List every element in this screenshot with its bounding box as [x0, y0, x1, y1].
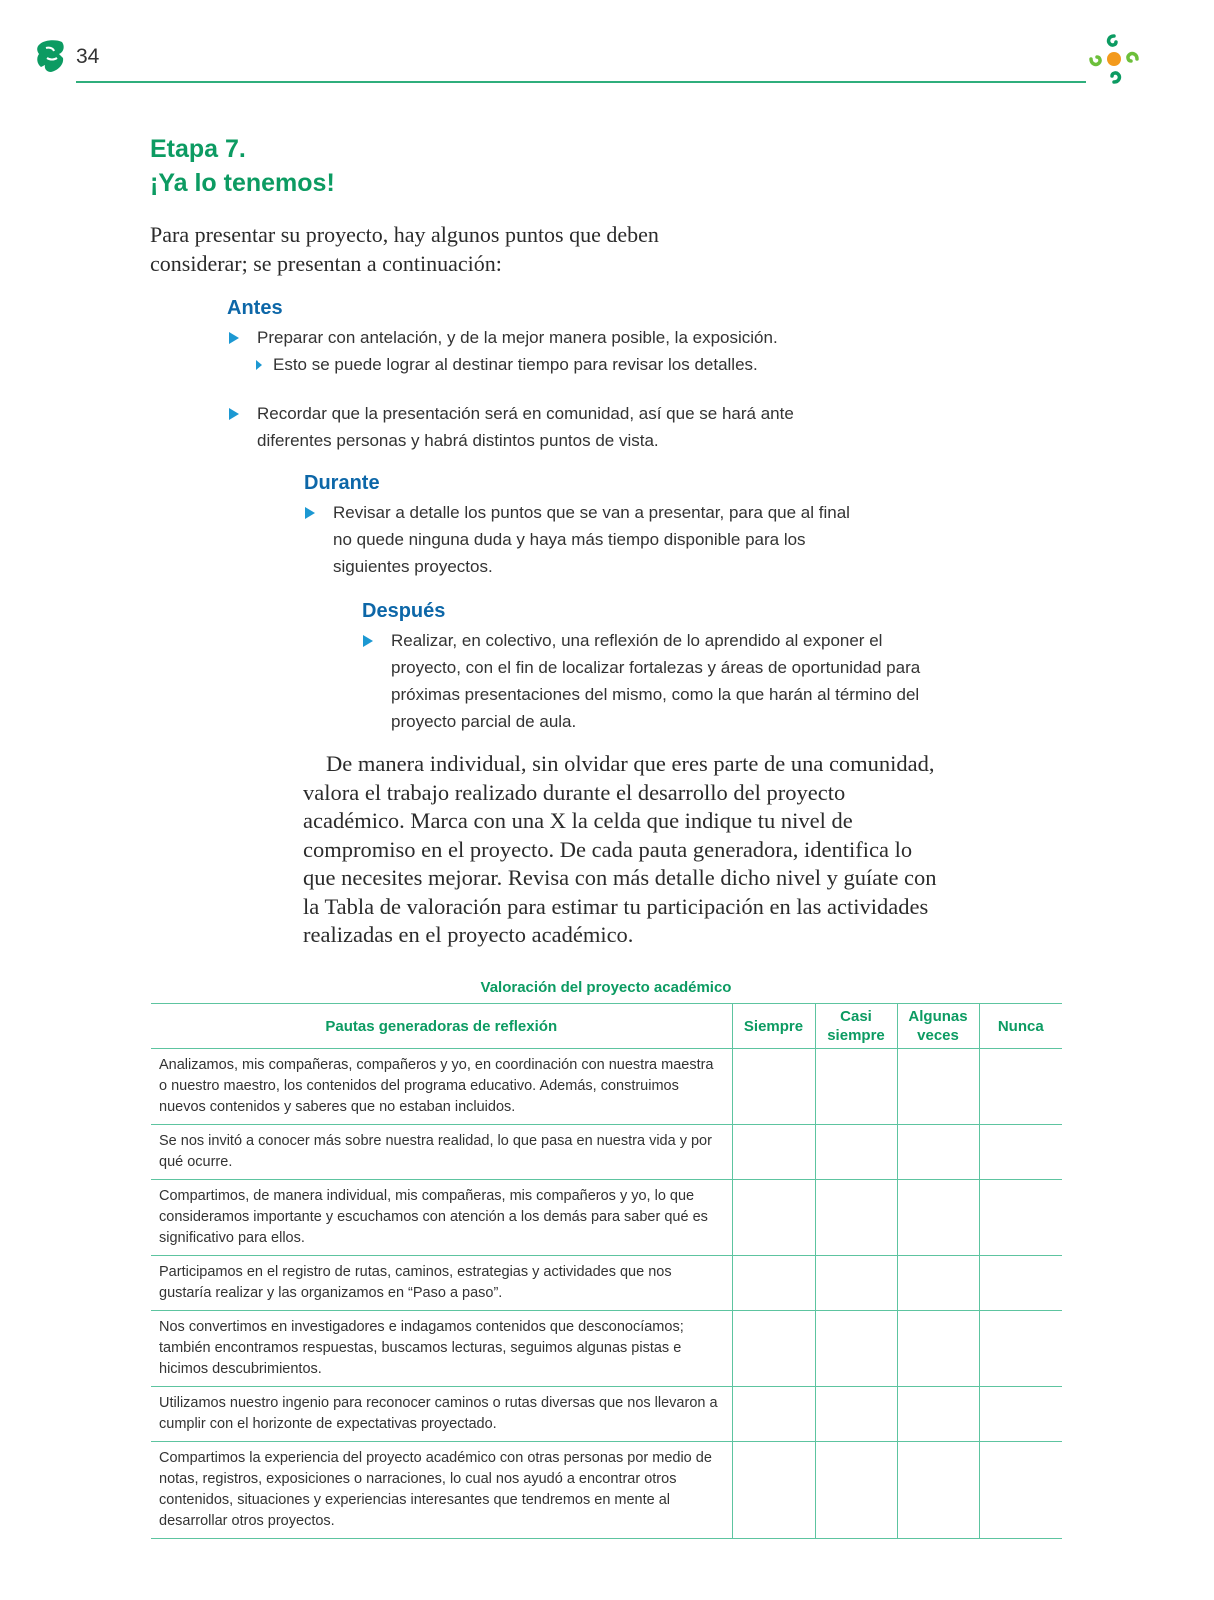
bullet-triangle-icon: [363, 635, 373, 647]
criteria-cell: Nos convertimos en investigadores e indagamos contenidos que desconocíamos; también encontramos respuestas, buscamos lecturas, seguimos algunas pistas e hicimos descubrimientos.: [151, 1311, 732, 1387]
rating-cell-always[interactable]: [732, 1180, 815, 1256]
rating-cell-never[interactable]: [979, 1180, 1062, 1256]
table-row: [151, 1256, 1062, 1311]
rating-cell-never[interactable]: [979, 1256, 1062, 1311]
sub-list-item: [273, 351, 833, 378]
rating-cell-sometimes[interactable]: [897, 1311, 979, 1387]
list-item-text: Realizar, en colectivo, una reflexión de lo aprendido al exponer el proyecto, con el fin de localizar fortalezas y áreas de oportunidad para próximas presentaciones del mismo, como la que harán al término del proyecto parcial de aula.: [391, 631, 921, 731]
table-row: [151, 1049, 1062, 1125]
list-item-text: Preparar con antelación, y de la mejor manera posible, la exposición.: [257, 328, 778, 347]
criteria-cell: Utilizamos nuestro ingenio para reconocer caminos o rutas diversas que nos llevaron a cumplir con el horizonte de expectativas proyectado.: [151, 1387, 732, 1442]
rating-cell-sometimes[interactable]: [897, 1049, 979, 1125]
header-rule: [76, 81, 1086, 83]
rating-cell-almost-always[interactable]: [815, 1442, 897, 1539]
rating-cell-sometimes[interactable]: [897, 1442, 979, 1539]
table-row: [151, 1125, 1062, 1180]
criteria-cell: Compartimos la experiencia del proyecto académico con otras personas por medio de notas, registros, exposiciones o narraciones, lo cual nos ayudó a encontrar otros contenidos, situaciones y experiencias interesantes que tendremos en mente al desarrollar otros proyectos.: [151, 1442, 732, 1539]
rating-cell-always[interactable]: [732, 1311, 815, 1387]
rating-cell-always[interactable]: [732, 1125, 815, 1180]
heading-durante: Durante: [304, 472, 380, 494]
intro-paragraph: Para presentar su proyecto, hay algunos puntos que deben considerar; se presentan a continuación:: [150, 222, 659, 276]
column-header-criteria: Pautas generadoras de reflexión: [151, 1004, 732, 1049]
rating-cell-always[interactable]: [732, 1049, 815, 1125]
list-item-text: Esto se puede lograr al destinar tiempo para revisar los detalles.: [273, 355, 758, 374]
rating-cell-sometimes[interactable]: [897, 1125, 979, 1180]
table-row: [151, 1387, 1062, 1442]
bullet-triangle-icon: [229, 408, 239, 420]
rating-cell-sometimes[interactable]: [897, 1256, 979, 1311]
list-item-text: Recordar que la presentación será en comunidad, así que se hará ante diferentes personas y habrá distintos puntos de vista.: [257, 404, 794, 450]
rating-table: [151, 1003, 1062, 1539]
criteria-cell: Se nos invitó a conocer más sobre nuestra realidad, lo que pasa en nuestra vida y por qué ocurre.: [151, 1125, 732, 1180]
criteria-cell: Analizamos, mis compañeras, compañeros y yo, en coordinación con nuestra maestra o nuestro maestro, los contenidos del programa educativo. Además, construimos nuevos contenidos y saberes que no estaban incluidos.: [151, 1049, 732, 1125]
bullet-triangle-icon: [256, 360, 262, 370]
rating-cell-almost-always[interactable]: [815, 1125, 897, 1180]
column-header-sometimes: Algunas veces: [897, 1004, 979, 1049]
table-row: [151, 1311, 1062, 1387]
table-row: [151, 1180, 1062, 1256]
rating-cell-never[interactable]: [979, 1442, 1062, 1539]
stage-subtitle: ¡Ya lo tenemos!: [150, 169, 335, 197]
rating-cell-almost-always[interactable]: [815, 1180, 897, 1256]
rating-cell-always[interactable]: [732, 1256, 815, 1311]
table-caption: Valoración del proyecto académico: [480, 979, 732, 996]
table-row: [151, 1442, 1062, 1539]
flower-logo-icon: [1088, 33, 1140, 85]
list-item: [391, 627, 926, 735]
rating-cell-never[interactable]: [979, 1387, 1062, 1442]
heading-despues: Después: [362, 600, 446, 622]
rating-cell-almost-always[interactable]: [815, 1256, 897, 1311]
rating-cell-almost-always[interactable]: [815, 1311, 897, 1387]
column-header-never: Nunca: [979, 1004, 1062, 1049]
criteria-cell: Participamos en el registro de rutas, caminos, estrategias y actividades que nos gustaría realizar y las organizamos en “Paso a paso”.: [151, 1256, 732, 1311]
rating-cell-never[interactable]: [979, 1125, 1062, 1180]
criteria-cell: Compartimos, de manera individual, mis compañeras, mis compañeros y yo, lo que consideramos importante y escuchamos con atención a los demás para saber qué es significativo para ellos.: [151, 1180, 732, 1256]
list-item-text: Revisar a detalle los puntos que se van a presentar, para que al final no quede ninguna duda y haya más tiempo disponible para los siguientes proyectos.: [333, 503, 850, 576]
rating-cell-almost-always[interactable]: [815, 1049, 897, 1125]
page-number: 34: [76, 45, 100, 68]
table-header-row: [151, 1004, 1062, 1049]
rating-cell-never[interactable]: [979, 1311, 1062, 1387]
rating-cell-sometimes[interactable]: [897, 1387, 979, 1442]
instructions-paragraph: De manera individual, sin olvidar que eres parte de una comunidad, valora el trabajo realizado durante el desarrollo del proyecto académico. Marca con una X la celda que indique tu nivel de compromiso en el proyecto. De cada pauta generadora, identifica lo que necesites mejorar. Revisa con más detalle dicho nivel y guíate con la Tabla de valoración para estimar tu participación en las actividades realizadas en el proyecto académico.: [303, 751, 937, 947]
column-header-always: Siempre: [732, 1004, 815, 1049]
list-item: [333, 499, 873, 580]
column-header-almost-always: Casi siempre: [815, 1004, 897, 1049]
list-item: [257, 324, 837, 351]
rating-cell-sometimes[interactable]: [897, 1180, 979, 1256]
rating-cell-always[interactable]: [732, 1387, 815, 1442]
rating-cell-never[interactable]: [979, 1049, 1062, 1125]
bullet-triangle-icon: [305, 507, 315, 519]
stage-title: Etapa 7.: [150, 135, 246, 163]
list-item: [257, 400, 837, 454]
leaf-mascot-icon: [34, 38, 68, 74]
rating-cell-always[interactable]: [732, 1442, 815, 1539]
heading-antes: Antes: [227, 297, 283, 319]
bullet-triangle-icon: [229, 332, 239, 344]
rating-cell-almost-always[interactable]: [815, 1387, 897, 1442]
